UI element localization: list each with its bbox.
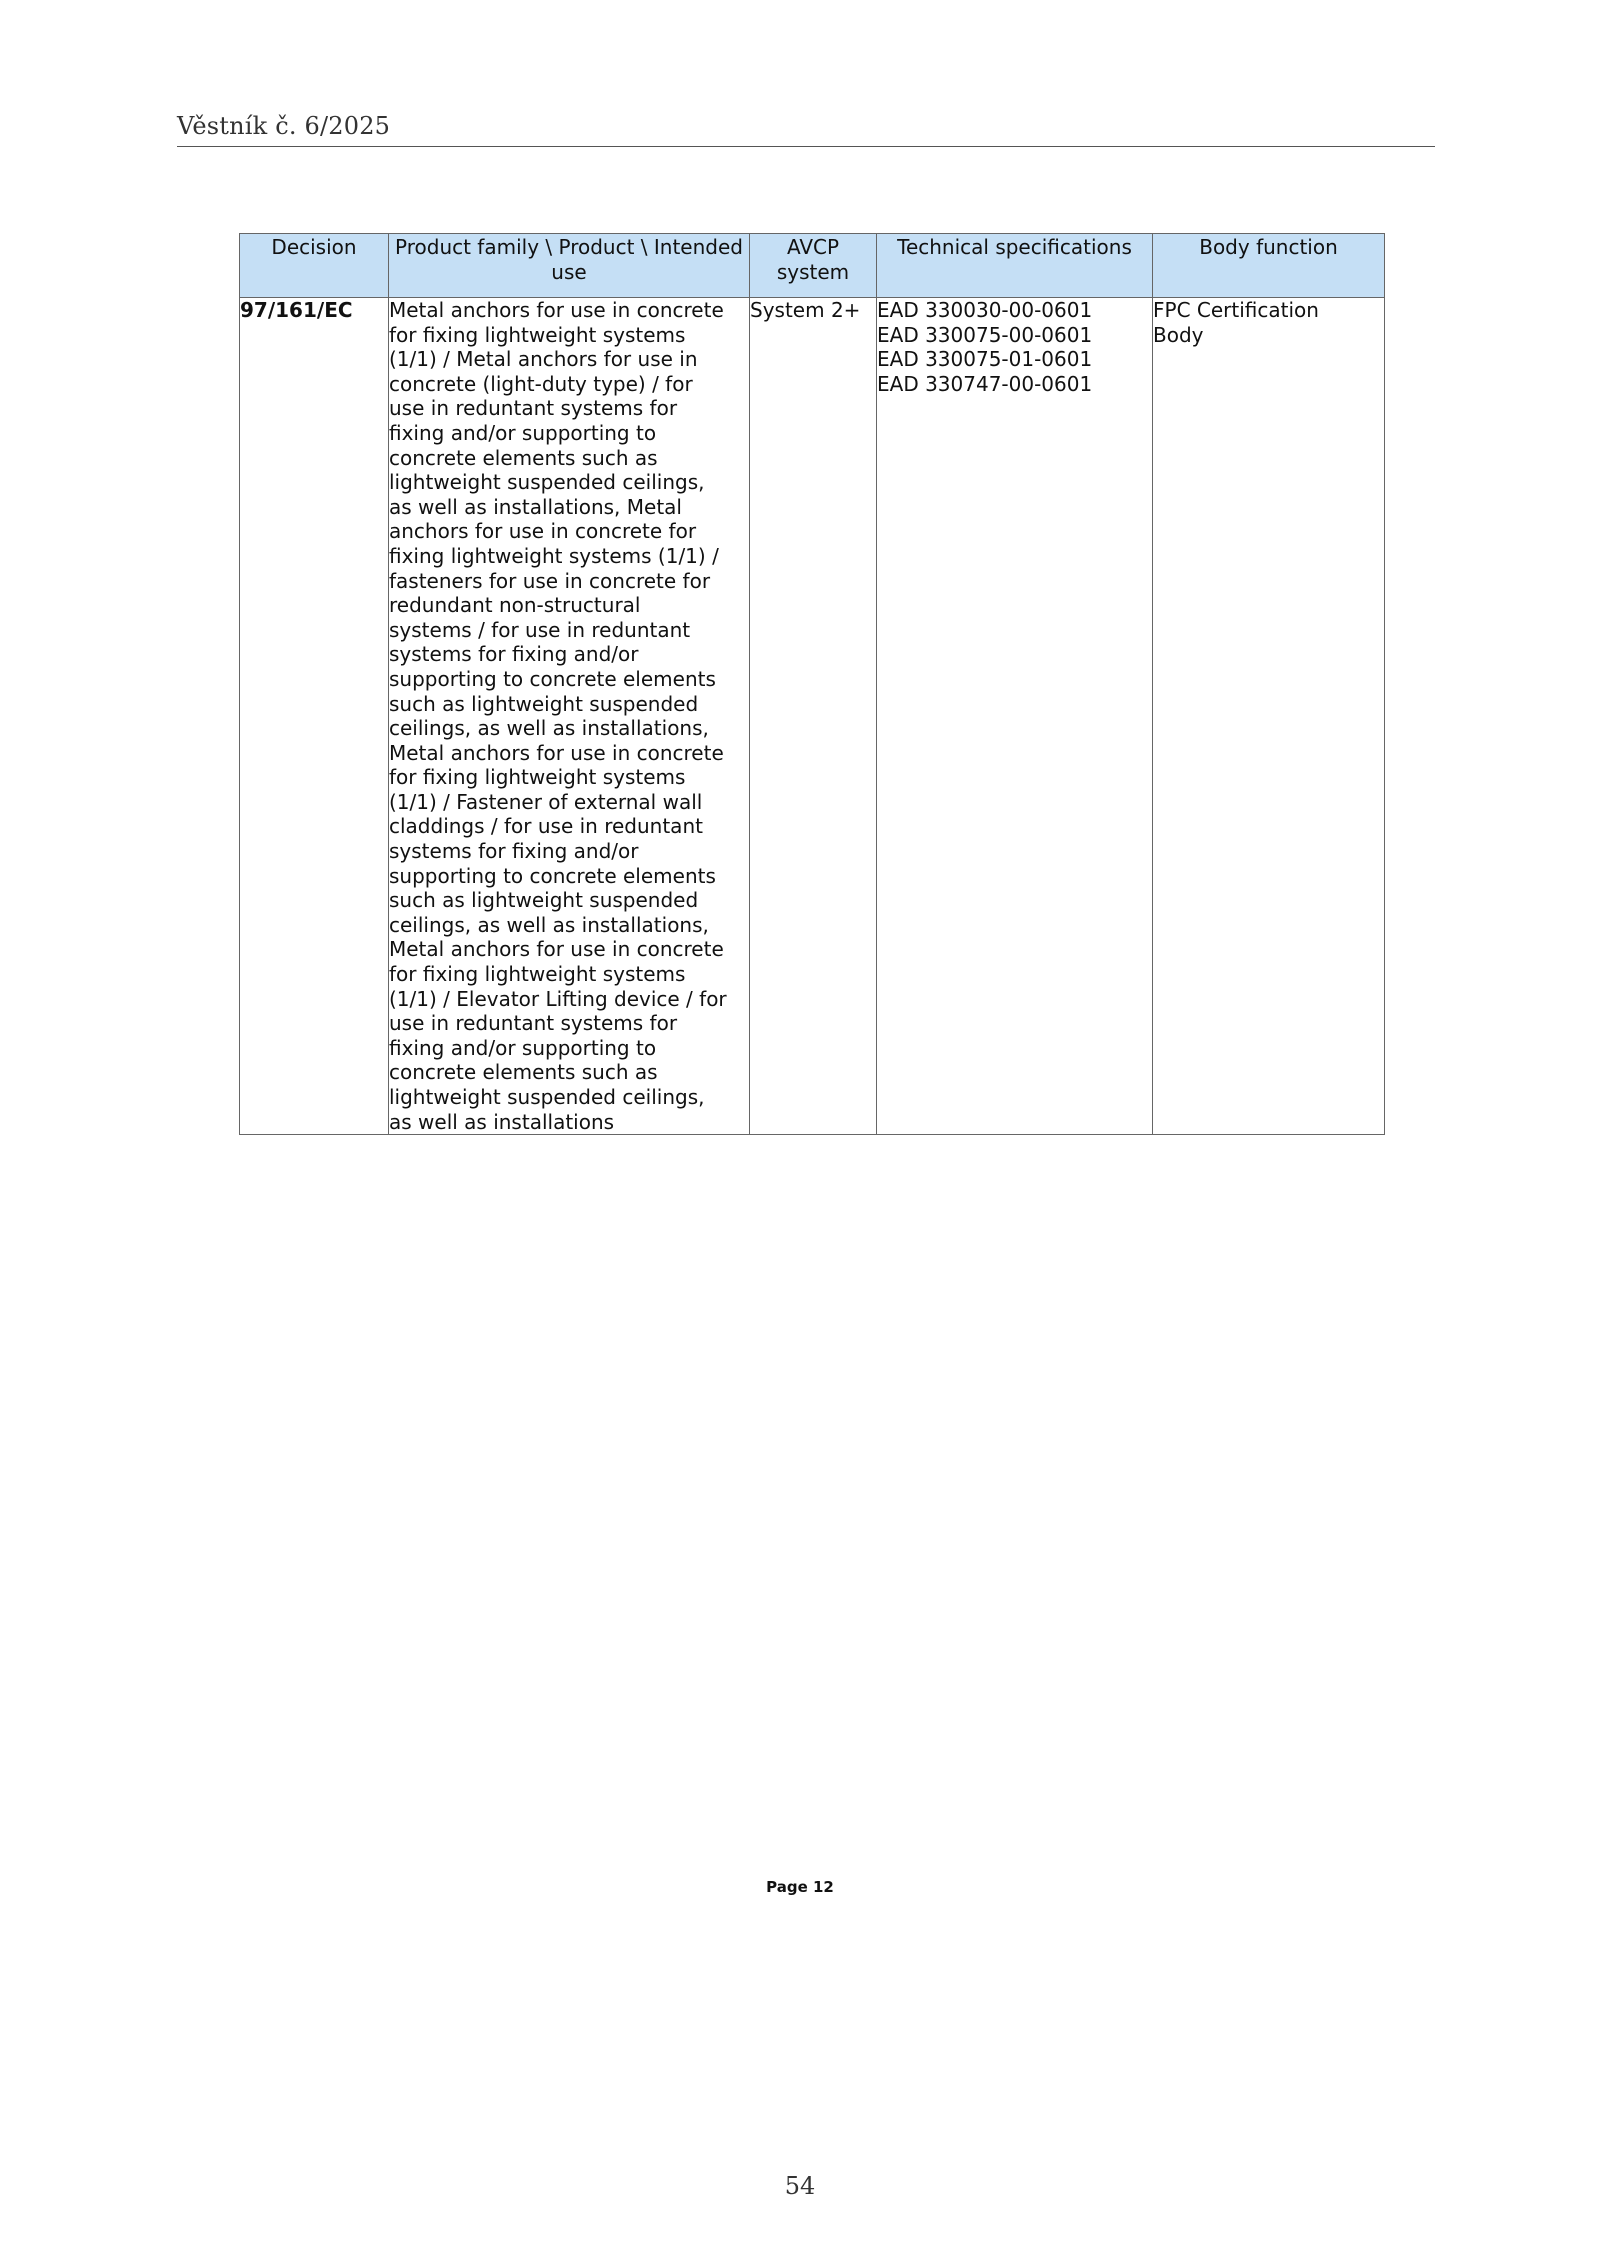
product-text-line: fixing and/or supporting to — [389, 420, 657, 445]
product-text-line: such as lightweight suspended — [389, 888, 699, 913]
page-number: 54 — [784, 2172, 816, 2200]
product-text-line: (1/1) / Elevator Lifting device / for — [389, 986, 727, 1011]
tech-spec-line: EAD 330075-00-0601 — [877, 322, 1093, 347]
tech-spec-line: EAD 330030-00-0601 — [877, 298, 1093, 322]
product-text-line: Metal anchors for use in concrete — [389, 740, 724, 765]
table-row — [240, 298, 1385, 1135]
product-text-line: lightweight suspended ceilings, — [389, 1085, 705, 1109]
body-function-cell — [1153, 298, 1385, 1135]
product-text-line: supporting to concrete elements — [389, 863, 716, 888]
product-text-line: anchors for use in concrete for — [389, 519, 697, 544]
product-text-line: use in reduntant systems for — [389, 396, 678, 421]
header-divider — [177, 146, 1435, 147]
body-function-line: FPC Certification — [1153, 298, 1319, 322]
product-text-line: concrete elements such as — [389, 1060, 658, 1085]
column-header-avcp-system: AVCP system — [750, 234, 877, 298]
product-text-line: supporting to concrete elements — [389, 666, 716, 691]
product-text-line: as well as installations, Metal — [389, 494, 682, 519]
product-text-line: concrete elements such as — [389, 445, 658, 470]
product-text-line: for fixing lightweight systems — [389, 765, 686, 790]
decision-cell: 97/161/EC — [240, 298, 389, 1135]
product-text-line: use in reduntant systems for — [389, 1011, 678, 1036]
body-function-line: Body — [1153, 322, 1204, 347]
product-text-line: claddings / for use in reduntant — [389, 814, 703, 839]
product-text-line: (1/1) / Metal anchors for use in — [389, 347, 698, 372]
product-text-line: ceilings, as well as installations, — [389, 912, 709, 937]
column-header-body-function: Body function — [1153, 234, 1385, 298]
product-text-line: Metal anchors for use in concrete — [389, 937, 724, 962]
product-text-line: fixing lightweight systems (1/1) / — [389, 543, 719, 568]
table-header-row — [240, 234, 1385, 298]
product-text-line: fixing and/or supporting to — [389, 1035, 657, 1060]
column-header-product-family: Product family \ Product \ Intended use — [389, 234, 750, 298]
product-text-line: lightweight suspended ceilings, — [389, 470, 705, 495]
product-text-line: (1/1) / Fastener of external wall — [389, 789, 703, 814]
product-text-line: redundant non-structural — [389, 593, 641, 618]
product-text-line: concrete (light-duty type) / for — [389, 371, 693, 396]
product-text-line: ceilings, as well as installations, — [389, 716, 709, 741]
tech-spec-line: EAD 330747-00-0601 — [877, 371, 1093, 396]
product-family-cell — [389, 298, 750, 1135]
column-header-decision: Decision — [240, 234, 389, 298]
decision-table — [239, 233, 1385, 1135]
page-label: Page 12 — [766, 1878, 834, 1896]
product-text-line: systems for fixing and/or — [389, 839, 639, 864]
technical-specifications-cell — [877, 298, 1153, 1135]
product-text-line: fasteners for use in concrete for — [389, 568, 711, 593]
product-text-line: systems / for use in reduntant — [389, 617, 691, 642]
tech-spec-line: EAD 330075-01-0601 — [877, 347, 1093, 372]
running-header: Věstník č. 6/2025 — [177, 112, 391, 140]
avcp-system-cell: System 2+ — [750, 298, 877, 1135]
product-text-line: for fixing lightweight systems — [389, 322, 686, 347]
product-text-line: Metal anchors for use in concrete — [389, 298, 724, 322]
product-text-line: as well as installations — [389, 1109, 615, 1134]
product-text-line: systems for fixing and/or — [389, 642, 639, 667]
column-header-technical-specifications: Technical specifications — [877, 234, 1153, 298]
product-text-line: for fixing lightweight systems — [389, 962, 686, 987]
product-text-line: such as lightweight suspended — [389, 691, 699, 716]
